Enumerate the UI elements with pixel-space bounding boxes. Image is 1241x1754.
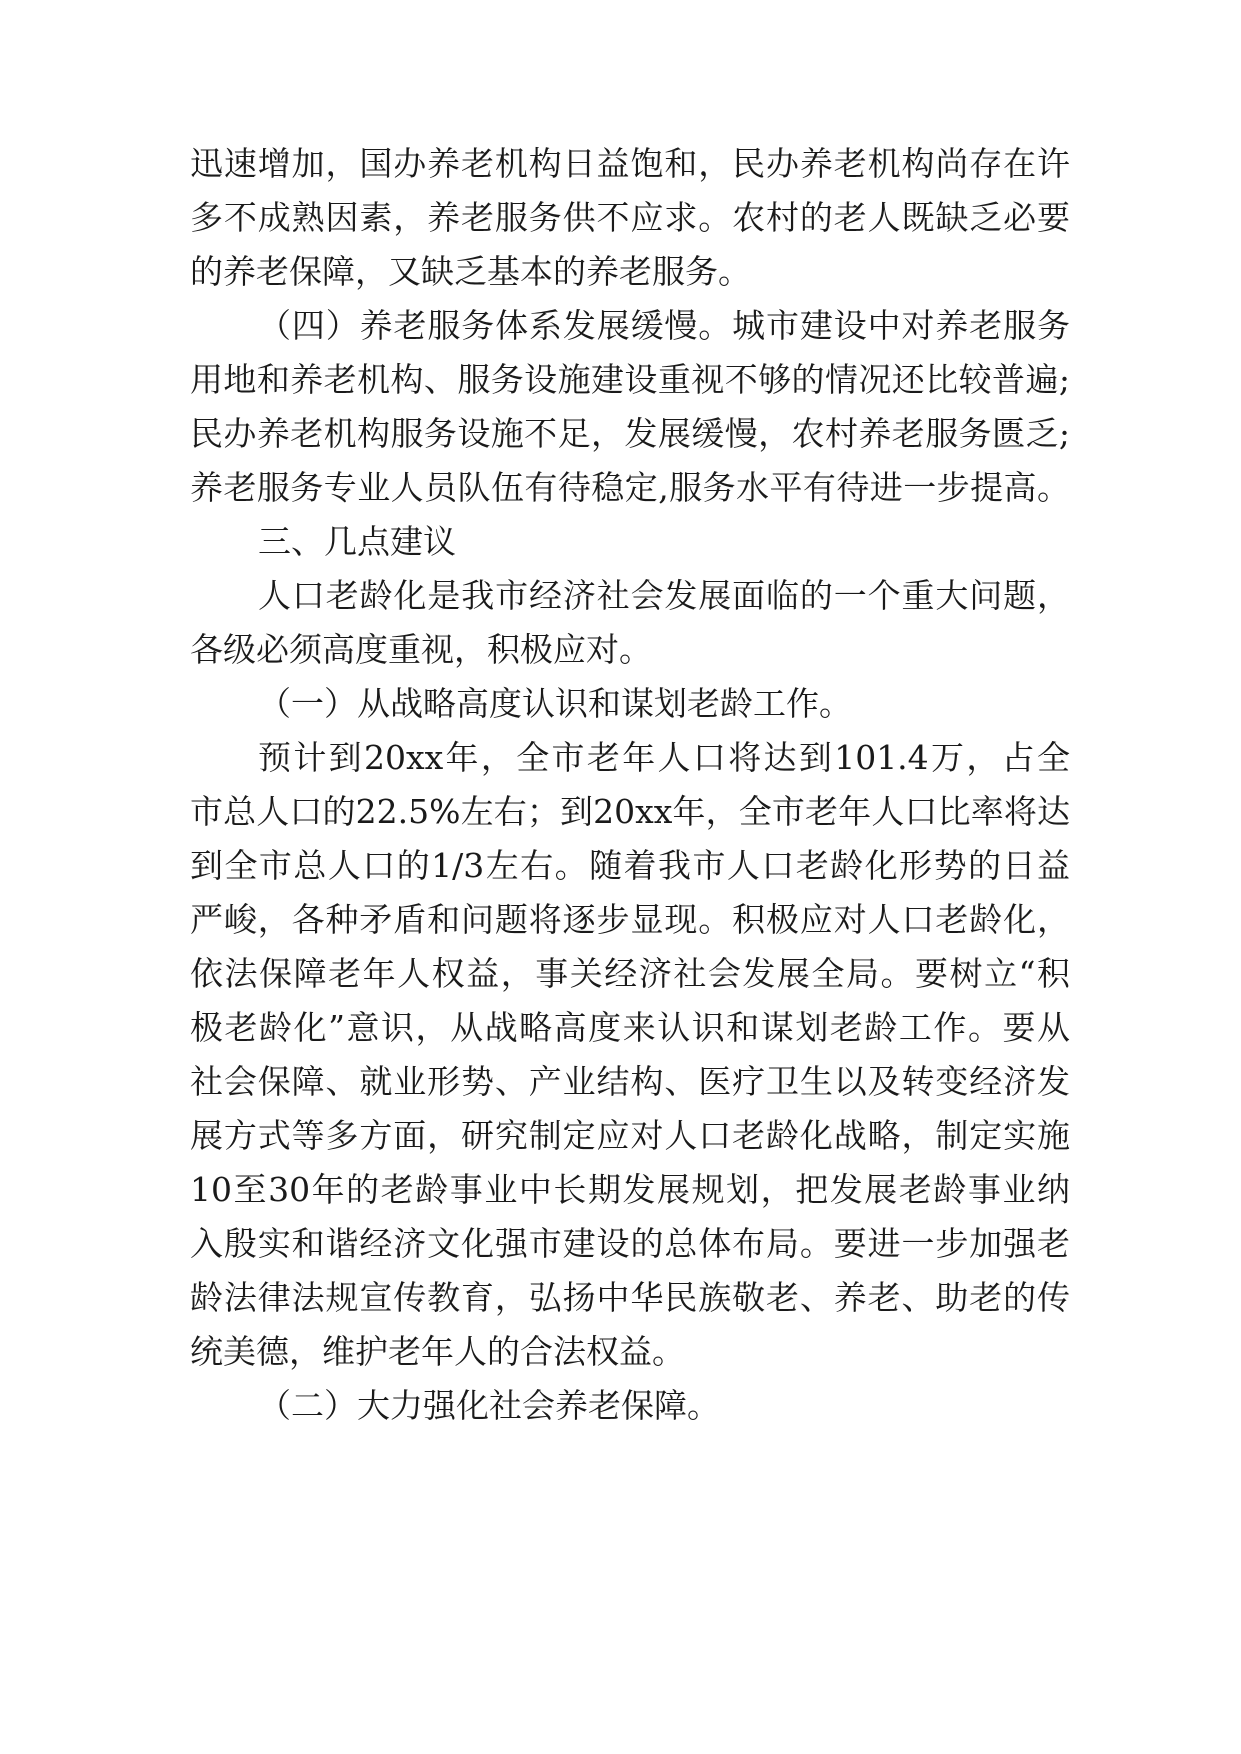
text-line: 社会保障、就业形势、产业结构、医疗卫生以及转变经济发 bbox=[190, 1062, 1070, 1101]
text-line: 到全市总人口的1/3左右。随着我市人口老龄化形势的日益 bbox=[190, 846, 1070, 885]
text-line: 入殷实和谐经济文化强市建设的总体布局。要进一步加强老 bbox=[190, 1224, 1070, 1263]
text-line: 10至30年的老龄事业中长期发展规划，把发展老龄事业纳 bbox=[190, 1170, 1070, 1209]
text-line: 龄法律法规宣传教育，弘扬中华民族敬老、养老、助老的传 bbox=[190, 1278, 1070, 1317]
section-heading: （四）养老服务体系发展缓慢。城市建设中对养老服务 bbox=[258, 306, 1070, 345]
section-heading: 三、几点建议 bbox=[258, 522, 456, 561]
text-line: 依法保障老年人权益，事关经济社会发展全局。要树立“积 bbox=[190, 954, 1070, 993]
text-line: 各级必须高度重视，积极应对。 bbox=[190, 630, 652, 669]
text-line: 统美德，维护老年人的合法权益。 bbox=[190, 1332, 685, 1371]
text-line: 预计到20xx年，全市老年人口将达到101.4万，占全 bbox=[258, 738, 1070, 777]
section-heading: （二）大力强化社会养老保障。 bbox=[258, 1386, 720, 1425]
text-line: 民办养老机构服务设施不足，发展缓慢，农村养老服务匮乏; bbox=[190, 414, 1070, 453]
text-line: 市总人口的22.5%左右；到20xx年，全市老年人口比率将达 bbox=[190, 792, 1070, 831]
text-line: 的养老保障，又缺乏基本的养老服务。 bbox=[190, 252, 751, 291]
text-line: 展方式等多方面，研究制定应对人口老龄化战略，制定实施 bbox=[190, 1116, 1070, 1155]
text-line: 多不成熟因素，养老服务供不应求。农村的老人既缺乏必要 bbox=[190, 198, 1070, 237]
section-heading: （一）从战略高度认识和谋划老龄工作。 bbox=[258, 684, 852, 723]
text-line: 严峻，各种矛盾和问题将逐步显现。积极应对人口老龄化， bbox=[190, 900, 1070, 939]
text-line: 用地和养老机构、服务设施建设重视不够的情况还比较普遍; bbox=[190, 360, 1070, 399]
text-line: 迅速增加，国办养老机构日益饱和，民办养老机构尚存在许 bbox=[190, 144, 1070, 183]
text-line: 人口老龄化是我市经济社会发展面临的一个重大问题， bbox=[258, 576, 1070, 615]
text-line: 养老服务专业人员队伍有待稳定,服务水平有待进一步提高。 bbox=[190, 468, 1070, 507]
text-line: 极老龄化”意识，从战略高度来认识和谋划老龄工作。要从 bbox=[190, 1008, 1070, 1047]
